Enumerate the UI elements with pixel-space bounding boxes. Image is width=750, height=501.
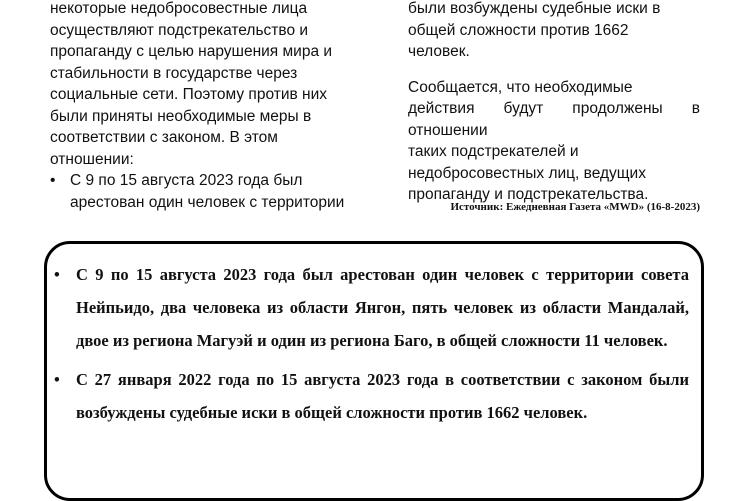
text-line: пропаганду с целью нарушения мира и — [50, 43, 333, 60]
source-citation: Источник: Ежедневная Газета «MWD» (16-8-2023) — [450, 201, 700, 213]
text-line: действия будут продолжены в отношении — [408, 100, 700, 139]
summary-bullet-2: • С 27 января 2022 года по 15 августа 2023 года в соответствии с законом были возбуждены судебные иски в общей сложности против 1662 человек. — [54, 363, 689, 429]
left-bullet-item — [50, 170, 362, 213]
left-column — [50, 0, 362, 213]
text-line: были приняты необходимые меры в — [50, 107, 312, 125]
right-paragraph-2 — [408, 77, 700, 206]
text-line: стабильности в государстве через — [50, 64, 298, 82]
left-paragraph — [50, 0, 362, 170]
text-line: соответствии с законом. В этом — [50, 129, 278, 146]
right-column — [408, 0, 700, 206]
text-line: отношении: — [50, 150, 134, 168]
summary-box-content — [54, 258, 689, 435]
text-line: были возбуждены судебные иски в — [408, 0, 661, 17]
text-line: таких подстрекателей и — [408, 143, 579, 160]
summary-bullet-1: • С 9 по 15 августа 2023 года был арестован один человек с территории совета Нейпьидо, два человека из области Янгон, пять человек из области Мандалай, двое из региона Магуэй и один из региона Баго, в общей сложности 11 человек. — [54, 258, 689, 357]
text-line: общей сложности против 1662 — [408, 21, 629, 39]
text-line: пропаганду и подстрекательства. — [408, 186, 649, 203]
text-line: недобросовестных лиц, ведущих — [408, 164, 646, 182]
text-line: арестован один человек с территории — [70, 193, 345, 211]
text-line: социальные сети. Поэтому против них — [50, 86, 327, 103]
text-line: Сообщается, что необходимые — [408, 78, 633, 96]
text-line: некоторые недобросовестные лица — [50, 0, 308, 17]
text-line: человек. — [408, 43, 470, 60]
text-line: осуществляют подстрекательство и — [50, 21, 309, 39]
text-line: С 9 по 15 августа 2023 года был — [70, 172, 303, 189]
right-paragraph-1 — [408, 0, 700, 63]
